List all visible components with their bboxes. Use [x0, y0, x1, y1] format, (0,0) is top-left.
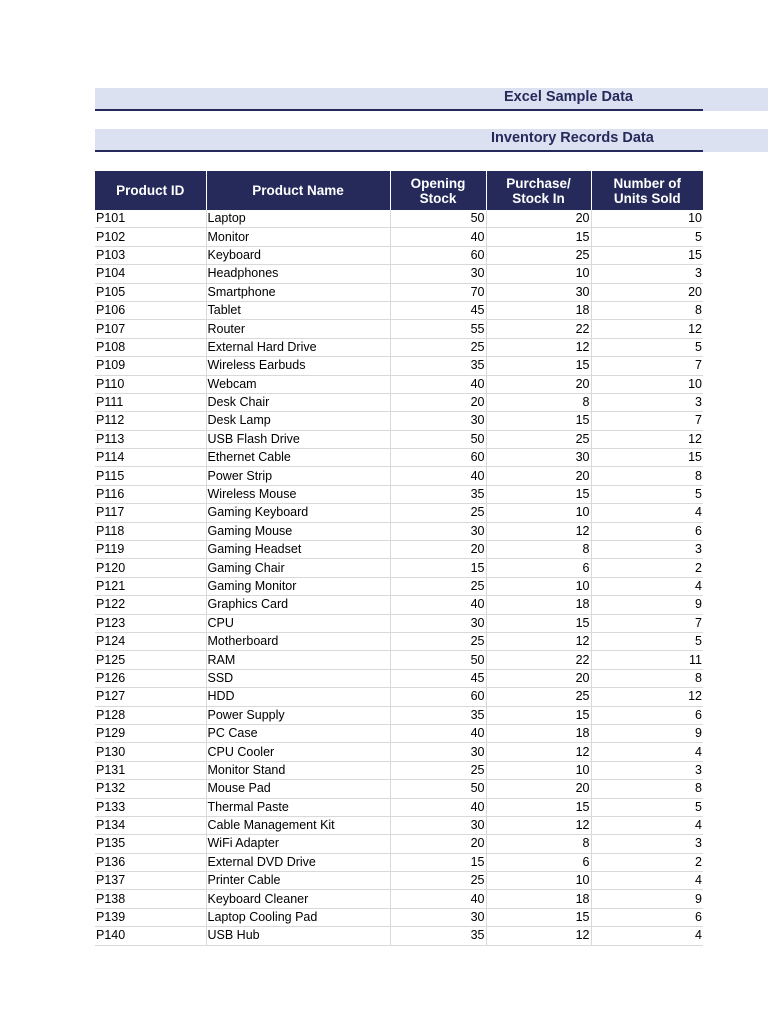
cell-units-sold[interactable]: 12 — [591, 688, 703, 706]
cell-purchase-stock-in[interactable]: 25 — [486, 688, 591, 706]
cell-units-sold[interactable]: 5 — [591, 338, 703, 356]
cell-units-sold[interactable]: 11 — [591, 651, 703, 669]
cell-product-id[interactable]: P135 — [95, 835, 206, 853]
table-row — [95, 541, 703, 559]
cell-product-id[interactable]: P129 — [95, 724, 206, 742]
cell-units-sold[interactable]: 2 — [591, 559, 703, 577]
cell-product-name[interactable]: SSD — [206, 669, 390, 687]
cell-opening-stock[interactable]: 40 — [390, 724, 486, 742]
cell-opening-stock[interactable]: 40 — [390, 467, 486, 485]
cell-units-sold[interactable]: 8 — [591, 669, 703, 687]
cell-purchase-stock-in[interactable]: 15 — [486, 357, 591, 375]
subtitle-underline — [95, 150, 703, 152]
header-product-id[interactable]: Product ID — [95, 171, 206, 210]
cell-opening-stock[interactable]: 40 — [390, 890, 486, 908]
table-row — [95, 835, 703, 853]
cell-product-name[interactable]: Desk Lamp — [206, 412, 390, 430]
cell-opening-stock[interactable]: 15 — [390, 559, 486, 577]
cell-product-name[interactable]: Gaming Chair — [206, 559, 390, 577]
table-row — [95, 246, 703, 264]
table-body — [95, 210, 703, 945]
table-row — [95, 706, 703, 724]
cell-units-sold[interactable]: 7 — [591, 614, 703, 632]
cell-product-name[interactable]: WiFi Adapter — [206, 835, 390, 853]
cell-product-id[interactable]: P134 — [95, 816, 206, 834]
cell-purchase-stock-in[interactable]: 12 — [486, 632, 591, 650]
cell-product-name[interactable]: Mouse Pad — [206, 780, 390, 798]
table-row — [95, 320, 703, 338]
table-row — [95, 430, 703, 448]
cell-product-id[interactable]: P116 — [95, 485, 206, 503]
cell-product-id[interactable]: P103 — [95, 246, 206, 264]
cell-purchase-stock-in[interactable]: 25 — [486, 246, 591, 264]
cell-opening-stock[interactable]: 30 — [390, 412, 486, 430]
cell-opening-stock[interactable]: 45 — [390, 301, 486, 319]
cell-purchase-stock-in[interactable]: 15 — [486, 485, 591, 503]
cell-opening-stock[interactable]: 30 — [390, 908, 486, 926]
cell-opening-stock[interactable]: 30 — [390, 522, 486, 540]
cell-product-name[interactable]: CPU — [206, 614, 390, 632]
table-row — [95, 724, 703, 742]
cell-units-sold[interactable]: 4 — [591, 577, 703, 595]
cell-units-sold[interactable]: 15 — [591, 449, 703, 467]
cell-units-sold[interactable]: 5 — [591, 485, 703, 503]
cell-product-name[interactable]: Keyboard Cleaner — [206, 890, 390, 908]
cell-opening-stock[interactable]: 40 — [390, 596, 486, 614]
cell-product-id[interactable]: P128 — [95, 706, 206, 724]
cell-product-name[interactable]: USB Flash Drive — [206, 430, 390, 448]
table-row — [95, 577, 703, 595]
cell-product-name[interactable]: Cable Management Kit — [206, 816, 390, 834]
cell-units-sold[interactable]: 4 — [591, 927, 703, 945]
cell-product-id[interactable]: P119 — [95, 541, 206, 559]
table-row — [95, 485, 703, 503]
cell-product-name[interactable]: Webcam — [206, 375, 390, 393]
cell-purchase-stock-in[interactable]: 30 — [486, 283, 591, 301]
cell-units-sold[interactable]: 5 — [591, 632, 703, 650]
table-row — [95, 816, 703, 834]
cell-purchase-stock-in[interactable]: 12 — [486, 816, 591, 834]
cell-product-name[interactable]: Power Supply — [206, 706, 390, 724]
cell-purchase-stock-in[interactable]: 15 — [486, 412, 591, 430]
cell-product-name[interactable]: Router — [206, 320, 390, 338]
cell-product-name[interactable]: Gaming Monitor — [206, 577, 390, 595]
title-underline — [95, 109, 703, 111]
cell-opening-stock[interactable]: 50 — [390, 430, 486, 448]
cell-units-sold[interactable]: 6 — [591, 706, 703, 724]
cell-units-sold[interactable]: 15 — [591, 246, 703, 264]
cell-product-name[interactable]: Laptop — [206, 210, 390, 228]
cell-purchase-stock-in[interactable]: 20 — [486, 780, 591, 798]
cell-opening-stock[interactable]: 40 — [390, 228, 486, 246]
table-row — [95, 393, 703, 411]
cell-product-id[interactable]: P132 — [95, 780, 206, 798]
table-row — [95, 872, 703, 890]
table-header-row — [95, 171, 703, 210]
cell-opening-stock[interactable]: 30 — [390, 743, 486, 761]
cell-purchase-stock-in[interactable]: 15 — [486, 706, 591, 724]
cell-product-id[interactable]: P120 — [95, 559, 206, 577]
cell-product-id[interactable]: P123 — [95, 614, 206, 632]
cell-purchase-stock-in[interactable]: 12 — [486, 522, 591, 540]
cell-product-id[interactable]: P137 — [95, 872, 206, 890]
table-row — [95, 375, 703, 393]
cell-product-name[interactable]: Headphones — [206, 265, 390, 283]
cell-opening-stock[interactable]: 60 — [390, 246, 486, 264]
cell-product-id[interactable]: P140 — [95, 927, 206, 945]
cell-opening-stock[interactable]: 30 — [390, 816, 486, 834]
cell-purchase-stock-in[interactable]: 10 — [486, 577, 591, 595]
table-row — [95, 301, 703, 319]
header-opening-stock[interactable]: Opening Stock — [390, 171, 486, 210]
inventory-table — [95, 171, 703, 946]
table-row — [95, 927, 703, 945]
cell-purchase-stock-in[interactable]: 10 — [486, 504, 591, 522]
cell-opening-stock[interactable]: 30 — [390, 265, 486, 283]
cell-opening-stock[interactable]: 45 — [390, 669, 486, 687]
cell-product-id[interactable]: P110 — [95, 375, 206, 393]
cell-units-sold[interactable]: 4 — [591, 743, 703, 761]
cell-product-id[interactable]: P113 — [95, 430, 206, 448]
title-band-sub — [95, 129, 768, 152]
cell-units-sold[interactable]: 8 — [591, 301, 703, 319]
cell-units-sold[interactable]: 6 — [591, 522, 703, 540]
cell-product-name[interactable]: Monitor — [206, 228, 390, 246]
cell-purchase-stock-in[interactable]: 12 — [486, 927, 591, 945]
cell-opening-stock[interactable]: 20 — [390, 393, 486, 411]
cell-product-id[interactable]: P130 — [95, 743, 206, 761]
cell-units-sold[interactable]: 7 — [591, 357, 703, 375]
cell-product-id[interactable]: P115 — [95, 467, 206, 485]
cell-opening-stock[interactable]: 35 — [390, 357, 486, 375]
cell-product-id[interactable]: P108 — [95, 338, 206, 356]
table-row — [95, 632, 703, 650]
table-row — [95, 449, 703, 467]
cell-purchase-stock-in[interactable]: 18 — [486, 890, 591, 908]
cell-purchase-stock-in[interactable]: 12 — [486, 338, 591, 356]
cell-purchase-stock-in[interactable]: 20 — [486, 669, 591, 687]
cell-product-id[interactable]: P122 — [95, 596, 206, 614]
table-row — [95, 890, 703, 908]
table-row — [95, 908, 703, 926]
cell-units-sold[interactable]: 8 — [591, 467, 703, 485]
cell-opening-stock[interactable]: 25 — [390, 872, 486, 890]
cell-units-sold[interactable]: 8 — [591, 780, 703, 798]
cell-units-sold[interactable]: 3 — [591, 265, 703, 283]
title-band-main — [95, 88, 768, 111]
cell-product-id[interactable]: P111 — [95, 393, 206, 411]
cell-opening-stock[interactable]: 25 — [390, 504, 486, 522]
cell-purchase-stock-in[interactable]: 6 — [486, 559, 591, 577]
cell-purchase-stock-in[interactable]: 25 — [486, 430, 591, 448]
cell-units-sold[interactable]: 10 — [591, 210, 703, 228]
cell-opening-stock[interactable]: 50 — [390, 651, 486, 669]
cell-units-sold[interactable]: 5 — [591, 228, 703, 246]
cell-product-id[interactable]: P105 — [95, 283, 206, 301]
cell-product-id[interactable]: P121 — [95, 577, 206, 595]
cell-units-sold[interactable]: 4 — [591, 816, 703, 834]
cell-product-id[interactable]: P133 — [95, 798, 206, 816]
cell-product-name[interactable]: Thermal Paste — [206, 798, 390, 816]
cell-opening-stock[interactable]: 30 — [390, 614, 486, 632]
cell-purchase-stock-in[interactable]: 22 — [486, 320, 591, 338]
cell-product-id[interactable]: P107 — [95, 320, 206, 338]
page-title: Excel Sample Data — [504, 89, 633, 105]
cell-product-id[interactable]: P138 — [95, 890, 206, 908]
cell-units-sold[interactable]: 3 — [591, 761, 703, 779]
cell-opening-stock[interactable]: 50 — [390, 780, 486, 798]
cell-product-name[interactable]: Gaming Keyboard — [206, 504, 390, 522]
cell-purchase-stock-in[interactable]: 20 — [486, 467, 591, 485]
table-row — [95, 669, 703, 687]
cell-opening-stock[interactable]: 60 — [390, 688, 486, 706]
table-row — [95, 283, 703, 301]
table-row — [95, 504, 703, 522]
cell-units-sold[interactable]: 12 — [591, 320, 703, 338]
cell-purchase-stock-in[interactable]: 18 — [486, 301, 591, 319]
cell-units-sold[interactable]: 3 — [591, 393, 703, 411]
cell-purchase-stock-in[interactable]: 15 — [486, 228, 591, 246]
table-row — [95, 412, 703, 430]
cell-product-name[interactable]: Power Strip — [206, 467, 390, 485]
cell-product-id[interactable]: P106 — [95, 301, 206, 319]
cell-units-sold[interactable]: 4 — [591, 872, 703, 890]
cell-units-sold[interactable]: 20 — [591, 283, 703, 301]
cell-product-name[interactable]: HDD — [206, 688, 390, 706]
table-row — [95, 743, 703, 761]
cell-purchase-stock-in[interactable]: 18 — [486, 724, 591, 742]
cell-opening-stock[interactable]: 70 — [390, 283, 486, 301]
cell-units-sold[interactable]: 2 — [591, 853, 703, 871]
cell-product-name[interactable]: Ethernet Cable — [206, 449, 390, 467]
cell-purchase-stock-in[interactable]: 10 — [486, 265, 591, 283]
cell-opening-stock[interactable]: 25 — [390, 577, 486, 595]
table-row — [95, 467, 703, 485]
cell-product-name[interactable]: CPU Cooler — [206, 743, 390, 761]
cell-product-name[interactable]: PC Case — [206, 724, 390, 742]
table-row — [95, 780, 703, 798]
table-row — [95, 651, 703, 669]
cell-purchase-stock-in[interactable]: 12 — [486, 743, 591, 761]
header-product-name[interactable]: Product Name — [206, 171, 390, 210]
section-title: Inventory Records Data — [491, 130, 654, 146]
cell-opening-stock[interactable]: 40 — [390, 798, 486, 816]
cell-units-sold[interactable]: 12 — [591, 430, 703, 448]
cell-opening-stock[interactable]: 50 — [390, 210, 486, 228]
cell-purchase-stock-in[interactable]: 10 — [486, 872, 591, 890]
cell-opening-stock[interactable]: 55 — [390, 320, 486, 338]
cell-opening-stock[interactable]: 25 — [390, 338, 486, 356]
cell-purchase-stock-in[interactable]: 20 — [486, 375, 591, 393]
cell-opening-stock[interactable]: 15 — [390, 853, 486, 871]
cell-product-id[interactable]: P102 — [95, 228, 206, 246]
table-row — [95, 614, 703, 632]
cell-product-name[interactable]: Graphics Card — [206, 596, 390, 614]
table-row — [95, 210, 703, 228]
cell-purchase-stock-in[interactable]: 8 — [486, 393, 591, 411]
cell-purchase-stock-in[interactable]: 22 — [486, 651, 591, 669]
cell-product-name[interactable]: Gaming Headset — [206, 541, 390, 559]
cell-product-id[interactable]: P101 — [95, 210, 206, 228]
cell-purchase-stock-in[interactable]: 30 — [486, 449, 591, 467]
table-row — [95, 228, 703, 246]
cell-product-name[interactable]: RAM — [206, 651, 390, 669]
cell-opening-stock[interactable]: 25 — [390, 632, 486, 650]
cell-product-name[interactable]: Keyboard — [206, 246, 390, 264]
cell-product-name[interactable]: Monitor Stand — [206, 761, 390, 779]
cell-product-name[interactable]: Laptop Cooling Pad — [206, 908, 390, 926]
cell-opening-stock[interactable]: 35 — [390, 706, 486, 724]
cell-units-sold[interactable]: 9 — [591, 596, 703, 614]
table-row — [95, 596, 703, 614]
table-row — [95, 798, 703, 816]
cell-product-id[interactable]: P136 — [95, 853, 206, 871]
cell-purchase-stock-in[interactable]: 10 — [486, 761, 591, 779]
table-row — [95, 853, 703, 871]
cell-product-name[interactable]: Tablet — [206, 301, 390, 319]
cell-purchase-stock-in[interactable]: 6 — [486, 853, 591, 871]
cell-product-id[interactable]: P131 — [95, 761, 206, 779]
cell-units-sold[interactable]: 3 — [591, 835, 703, 853]
cell-product-name[interactable]: USB Hub — [206, 927, 390, 945]
cell-product-id[interactable]: P112 — [95, 412, 206, 430]
cell-purchase-stock-in[interactable]: 20 — [486, 210, 591, 228]
cell-purchase-stock-in[interactable]: 15 — [486, 798, 591, 816]
header-units-sold[interactable]: Number of Units Sold — [591, 171, 703, 210]
cell-product-id[interactable]: P126 — [95, 669, 206, 687]
table-row — [95, 338, 703, 356]
cell-product-name[interactable]: External DVD Drive — [206, 853, 390, 871]
cell-product-name[interactable]: Smartphone — [206, 283, 390, 301]
cell-product-id[interactable]: P114 — [95, 449, 206, 467]
cell-opening-stock[interactable]: 35 — [390, 485, 486, 503]
header-purchase-stock-in[interactable]: Purchase/ Stock In — [486, 171, 591, 210]
table-row — [95, 761, 703, 779]
cell-product-name[interactable]: Gaming Mouse — [206, 522, 390, 540]
table-row — [95, 559, 703, 577]
cell-product-id[interactable]: P109 — [95, 357, 206, 375]
cell-product-name[interactable]: External Hard Drive — [206, 338, 390, 356]
cell-purchase-stock-in[interactable]: 18 — [486, 596, 591, 614]
cell-units-sold[interactable]: 5 — [591, 798, 703, 816]
cell-product-id[interactable]: P117 — [95, 504, 206, 522]
cell-product-name[interactable]: Printer Cable — [206, 872, 390, 890]
cell-opening-stock[interactable]: 20 — [390, 541, 486, 559]
cell-units-sold[interactable]: 6 — [591, 908, 703, 926]
cell-product-id[interactable]: P125 — [95, 651, 206, 669]
cell-opening-stock[interactable]: 35 — [390, 927, 486, 945]
table-row — [95, 522, 703, 540]
table-row — [95, 265, 703, 283]
table-row — [95, 688, 703, 706]
cell-product-id[interactable]: P118 — [95, 522, 206, 540]
cell-opening-stock[interactable]: 60 — [390, 449, 486, 467]
cell-opening-stock[interactable]: 40 — [390, 375, 486, 393]
cell-units-sold[interactable]: 10 — [591, 375, 703, 393]
cell-purchase-stock-in[interactable]: 8 — [486, 541, 591, 559]
cell-product-id[interactable]: P104 — [95, 265, 206, 283]
cell-units-sold[interactable]: 4 — [591, 504, 703, 522]
cell-purchase-stock-in[interactable]: 15 — [486, 908, 591, 926]
cell-product-name[interactable]: Motherboard — [206, 632, 390, 650]
cell-product-name[interactable]: Wireless Mouse — [206, 485, 390, 503]
cell-product-id[interactable]: P127 — [95, 688, 206, 706]
cell-product-name[interactable]: Wireless Earbuds — [206, 357, 390, 375]
cell-purchase-stock-in[interactable]: 15 — [486, 614, 591, 632]
cell-units-sold[interactable]: 7 — [591, 412, 703, 430]
cell-product-id[interactable]: P124 — [95, 632, 206, 650]
cell-units-sold[interactable]: 3 — [591, 541, 703, 559]
cell-opening-stock[interactable]: 25 — [390, 761, 486, 779]
cell-units-sold[interactable]: 9 — [591, 890, 703, 908]
cell-purchase-stock-in[interactable]: 8 — [486, 835, 591, 853]
cell-product-id[interactable]: P139 — [95, 908, 206, 926]
cell-product-name[interactable]: Desk Chair — [206, 393, 390, 411]
cell-units-sold[interactable]: 9 — [591, 724, 703, 742]
table-row — [95, 357, 703, 375]
cell-opening-stock[interactable]: 20 — [390, 835, 486, 853]
